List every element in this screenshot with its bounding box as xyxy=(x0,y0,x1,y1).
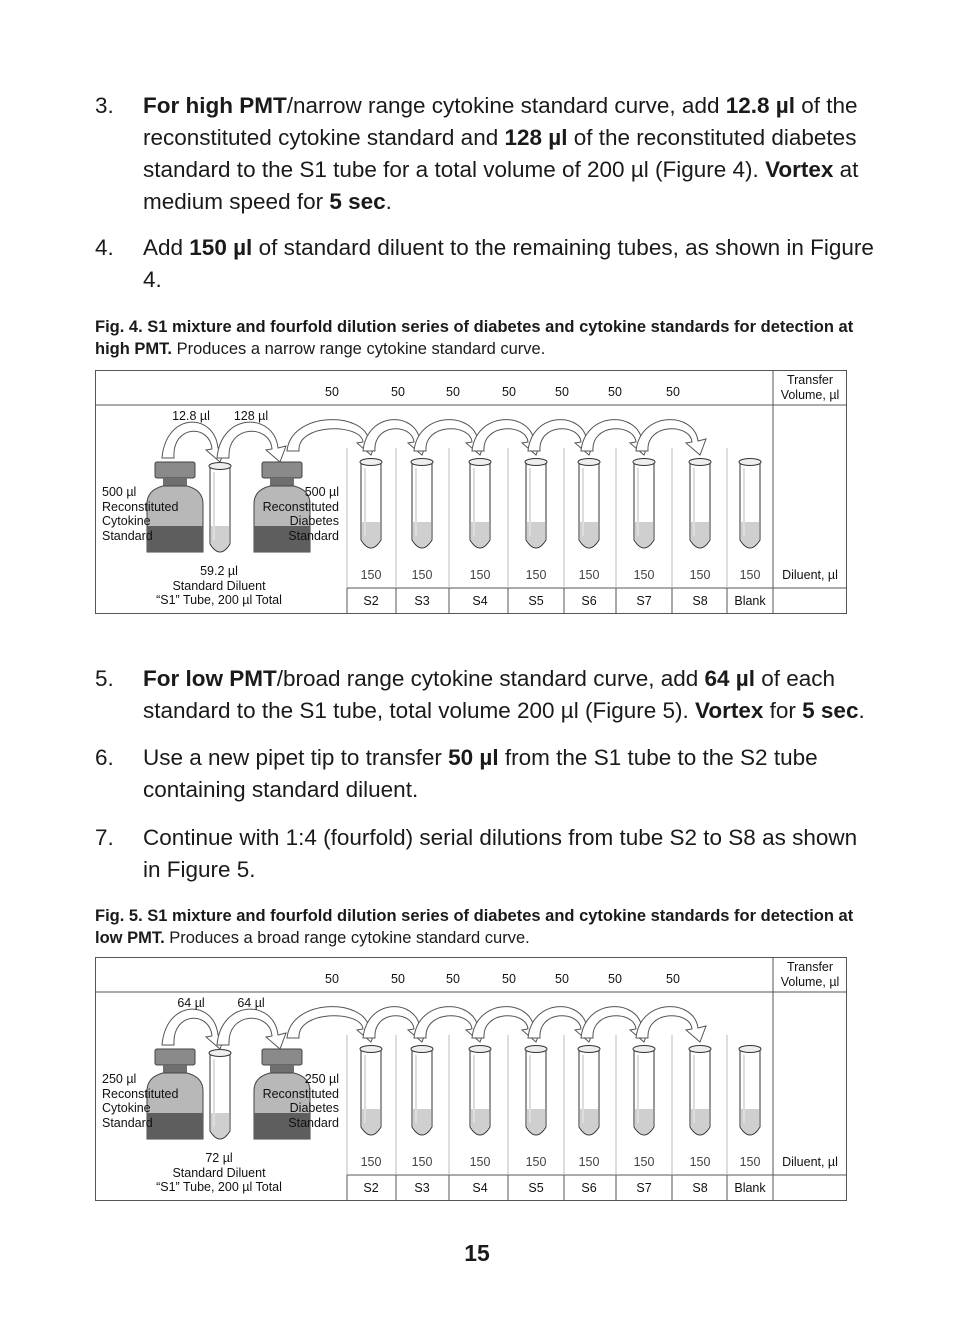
figure-4-caption xyxy=(95,316,855,360)
tube-label: S7 xyxy=(636,1181,652,1195)
s1-diluent-label: Standard Diluent xyxy=(172,579,266,593)
step-number: 5. xyxy=(95,666,114,691)
step-text xyxy=(143,663,875,727)
diluent-volume-value: 150 xyxy=(578,1155,600,1169)
tube-rim xyxy=(360,459,382,466)
s1-diluent-label: Standard Diluent xyxy=(172,1166,266,1180)
instruction-step xyxy=(95,663,875,727)
diluent-volume-header: Diluent, µl xyxy=(782,568,838,582)
diluent-volume-value: 150 xyxy=(360,568,382,582)
vial-cap xyxy=(155,1049,195,1065)
diabetes-volume-label: 64 µl xyxy=(237,996,265,1010)
figure-5-caption-title: Fig. 5. S1 mixture and fourfold dilution series of diabetes and cytokine standards for detection at low PMT. xyxy=(95,907,854,947)
step-text-run: at medium speed for xyxy=(143,157,859,214)
tube-rim xyxy=(578,459,600,466)
step-text-run: . xyxy=(858,698,865,723)
tube-label: Blank xyxy=(734,594,766,608)
step-number: 6. xyxy=(95,745,114,770)
transfer-volume-value: 50 xyxy=(555,972,569,986)
tube-rim xyxy=(209,1050,231,1057)
diluent-volume-value: 150 xyxy=(411,568,433,582)
test-tube xyxy=(209,463,231,553)
step-text-emphasis: 50 µl xyxy=(448,745,499,770)
test-tube xyxy=(739,459,761,549)
step-text xyxy=(143,742,875,806)
transfer-volume-value: 50 xyxy=(502,385,516,399)
transfer-arrow xyxy=(636,1007,706,1042)
transfer-arrow xyxy=(636,420,706,455)
transfer-volume-value: 50 xyxy=(608,972,622,986)
test-tube xyxy=(578,459,600,549)
step-text-run: Add xyxy=(143,235,190,260)
step-text-run: from the S1 tube to the S2 tube containing standard diluent. xyxy=(143,745,818,802)
test-tube xyxy=(689,459,711,549)
tube-label: S4 xyxy=(472,1181,488,1195)
diluent-volume-header: Diluent, µl xyxy=(782,1155,838,1169)
tube-label: S2 xyxy=(363,594,379,608)
dilution-tubes xyxy=(360,459,761,549)
instruction-step xyxy=(95,742,875,806)
step-text-emphasis: Vortex xyxy=(765,157,834,182)
test-tube xyxy=(525,459,547,549)
test-tube xyxy=(360,1046,382,1136)
figure-5-diagram xyxy=(95,957,847,1201)
step-text-emphasis: 150 µl xyxy=(189,235,253,260)
tube-label: S5 xyxy=(528,1181,544,1195)
figure-4-caption-text: Produces a narrow range cytokine standard curve. xyxy=(172,340,546,358)
test-tube xyxy=(360,459,382,549)
step-text-emphasis: 64 µl xyxy=(704,666,756,691)
tube-rim xyxy=(578,1046,600,1053)
tube-rim xyxy=(360,1046,382,1053)
dilution-tubes xyxy=(360,1046,761,1136)
figure-4-diagram xyxy=(95,370,847,614)
diabetes-vial-label: 500 µl Reconstituted Diabetes Standard xyxy=(262,485,339,543)
tube-label: S6 xyxy=(581,594,597,608)
s1-tube-label: “S1” Tube, 200 µl Total xyxy=(156,593,282,607)
transfer-volume-value: 50 xyxy=(446,972,460,986)
test-tube xyxy=(739,1046,761,1136)
test-tube xyxy=(689,1046,711,1136)
step-text-run: . xyxy=(385,189,392,214)
tube-rim xyxy=(525,1046,547,1053)
diluent-volume-value: 150 xyxy=(578,568,600,582)
vial-cap xyxy=(262,1049,302,1065)
diluent-volume-value: 150 xyxy=(633,1155,655,1169)
tube-label: S3 xyxy=(414,594,430,608)
step-text-emphasis: For high PMT xyxy=(143,93,287,118)
tube-rim xyxy=(689,1046,711,1053)
transfer-volume-value: 50 xyxy=(608,385,622,399)
step-text xyxy=(143,90,875,218)
cytokine-volume-label: 12.8 µl xyxy=(172,409,210,423)
test-tube xyxy=(633,1046,655,1136)
tube-rim xyxy=(469,1046,491,1053)
test-tube xyxy=(469,1046,491,1136)
transfer-volume-value: 50 xyxy=(391,972,405,986)
step-text-run: of each standard to the S1 tube, total volume 200 µl (Figure 5). xyxy=(143,666,836,723)
step-text-emphasis: 5 sec xyxy=(802,698,859,723)
tube-label: S8 xyxy=(692,1181,708,1195)
vial-cap xyxy=(262,462,302,478)
tube-rim xyxy=(209,463,231,470)
test-tube xyxy=(469,459,491,549)
s1-tube-label: “S1” Tube, 200 µl Total xyxy=(156,1180,282,1194)
step-text xyxy=(143,232,875,296)
diabetes-volume-label: 128 µl xyxy=(233,409,269,423)
step-text-emphasis: 12.8 µl xyxy=(725,93,795,118)
tube-label: S3 xyxy=(414,1181,430,1195)
tube-rim xyxy=(469,459,491,466)
test-tube xyxy=(411,1046,433,1136)
tube-label: S7 xyxy=(636,594,652,608)
transfer-volume-value: 50 xyxy=(555,385,569,399)
cytokine-vial-label: 500 µl Reconstituted Cytokine Standard xyxy=(102,485,179,543)
page-number: 15 xyxy=(464,1240,490,1266)
step-text-run: /broad range cytokine standard curve, add xyxy=(276,666,705,691)
figure-5-caption xyxy=(95,905,855,949)
tube-label: S8 xyxy=(692,594,708,608)
transfer-volume-value: 50 xyxy=(325,385,339,399)
step-text-run: for xyxy=(763,698,803,723)
tube-label: S2 xyxy=(363,1181,379,1195)
tube-rim xyxy=(739,1046,761,1053)
step-text-emphasis: Vortex xyxy=(695,698,764,723)
diabetes-vial-label: 250 µl Reconstituted Diabetes Standard xyxy=(262,1072,339,1130)
test-tube xyxy=(525,1046,547,1136)
step-number: 7. xyxy=(95,825,114,850)
cytokine-vial-label: 250 µl Reconstituted Cytokine Standard xyxy=(102,1072,179,1130)
tube-rim xyxy=(739,459,761,466)
test-tube xyxy=(633,459,655,549)
transfer-volume-header: Transfer Volume, µl xyxy=(780,960,840,989)
transfer-arrow xyxy=(217,1009,286,1049)
transfer-volume-value: 50 xyxy=(391,385,405,399)
transfer-volume-value: 50 xyxy=(502,972,516,986)
instruction-step xyxy=(95,90,875,218)
figure-4-caption-title: Fig. 4. S1 mixture and fourfold dilution series of diabetes and cytokine standards for detection at high PMT. xyxy=(95,318,854,358)
diluent-volume-value: 150 xyxy=(633,568,655,582)
tube-rim xyxy=(411,1046,433,1053)
diluent-volume-value: 150 xyxy=(739,568,761,582)
test-tube xyxy=(209,1050,231,1140)
transfer-arrow xyxy=(162,1009,226,1049)
tube-label: S5 xyxy=(528,594,544,608)
s1-volume-label: 72 µl xyxy=(205,1151,233,1165)
diluent-volume-value: 150 xyxy=(411,1155,433,1169)
step-text-run: Use a new pipet tip to transfer xyxy=(143,745,449,770)
tube-label: S6 xyxy=(581,1181,597,1195)
step-text-run: Continue with 1:4 (fourfold) serial dilutions from tube S2 to S8 as shown in Figure 5. xyxy=(143,825,858,882)
diluent-volume-value: 150 xyxy=(525,568,547,582)
diluent-volume-value: 150 xyxy=(360,1155,382,1169)
transfer-volume-value: 50 xyxy=(666,385,680,399)
step-text-emphasis: 5 sec xyxy=(329,189,386,214)
tube-rim xyxy=(411,459,433,466)
step-text-run: of standard diluent to the remaining tubes, as shown in Figure 4. xyxy=(143,235,874,292)
tube-rim xyxy=(689,459,711,466)
figure-5-caption-text: Produces a broad range cytokine standard curve. xyxy=(164,929,530,947)
diluent-volume-value: 150 xyxy=(525,1155,547,1169)
diluent-volume-value: 150 xyxy=(469,568,491,582)
tube-label: Blank xyxy=(734,1181,766,1195)
step-text-run: /narrow range cytokine standard curve, add xyxy=(286,93,726,118)
diluent-volume-value: 150 xyxy=(689,1155,711,1169)
test-tube xyxy=(411,459,433,549)
tube-rim xyxy=(633,459,655,466)
transfer-arrows xyxy=(162,1007,706,1049)
transfer-volume-value: 50 xyxy=(666,972,680,986)
transfer-arrow xyxy=(217,422,286,462)
step-text xyxy=(143,822,875,886)
tube-rim xyxy=(633,1046,655,1053)
diluent-volume-value: 150 xyxy=(739,1155,761,1169)
diluent-volume-value: 150 xyxy=(469,1155,491,1169)
transfer-arrow xyxy=(162,422,226,462)
tube-rim xyxy=(525,459,547,466)
step-text-run: of the reconstituted diabetes standard to the S1 tube for a total volume of 200 µl (Figure 4). xyxy=(143,125,857,182)
test-tube xyxy=(578,1046,600,1136)
step-number: 3. xyxy=(95,93,114,118)
tube-label: S4 xyxy=(472,594,488,608)
step-number: 4. xyxy=(95,235,114,260)
transfer-arrows xyxy=(162,420,706,462)
transfer-volume-value: 50 xyxy=(446,385,460,399)
step-text-emphasis: 128 µl xyxy=(504,125,568,150)
vial-cap xyxy=(155,462,195,478)
transfer-volume-header: Transfer Volume, µl xyxy=(780,373,840,402)
s1-volume-label: 59.2 µl xyxy=(200,564,238,578)
instruction-step xyxy=(95,232,875,296)
diluent-volume-value: 150 xyxy=(689,568,711,582)
step-text-emphasis: For low PMT xyxy=(143,666,277,691)
step-text-run: of the reconstituted cytokine standard and xyxy=(143,93,858,150)
cytokine-volume-label: 64 µl xyxy=(177,996,205,1010)
transfer-volume-value: 50 xyxy=(325,972,339,986)
instruction-step xyxy=(95,822,875,886)
